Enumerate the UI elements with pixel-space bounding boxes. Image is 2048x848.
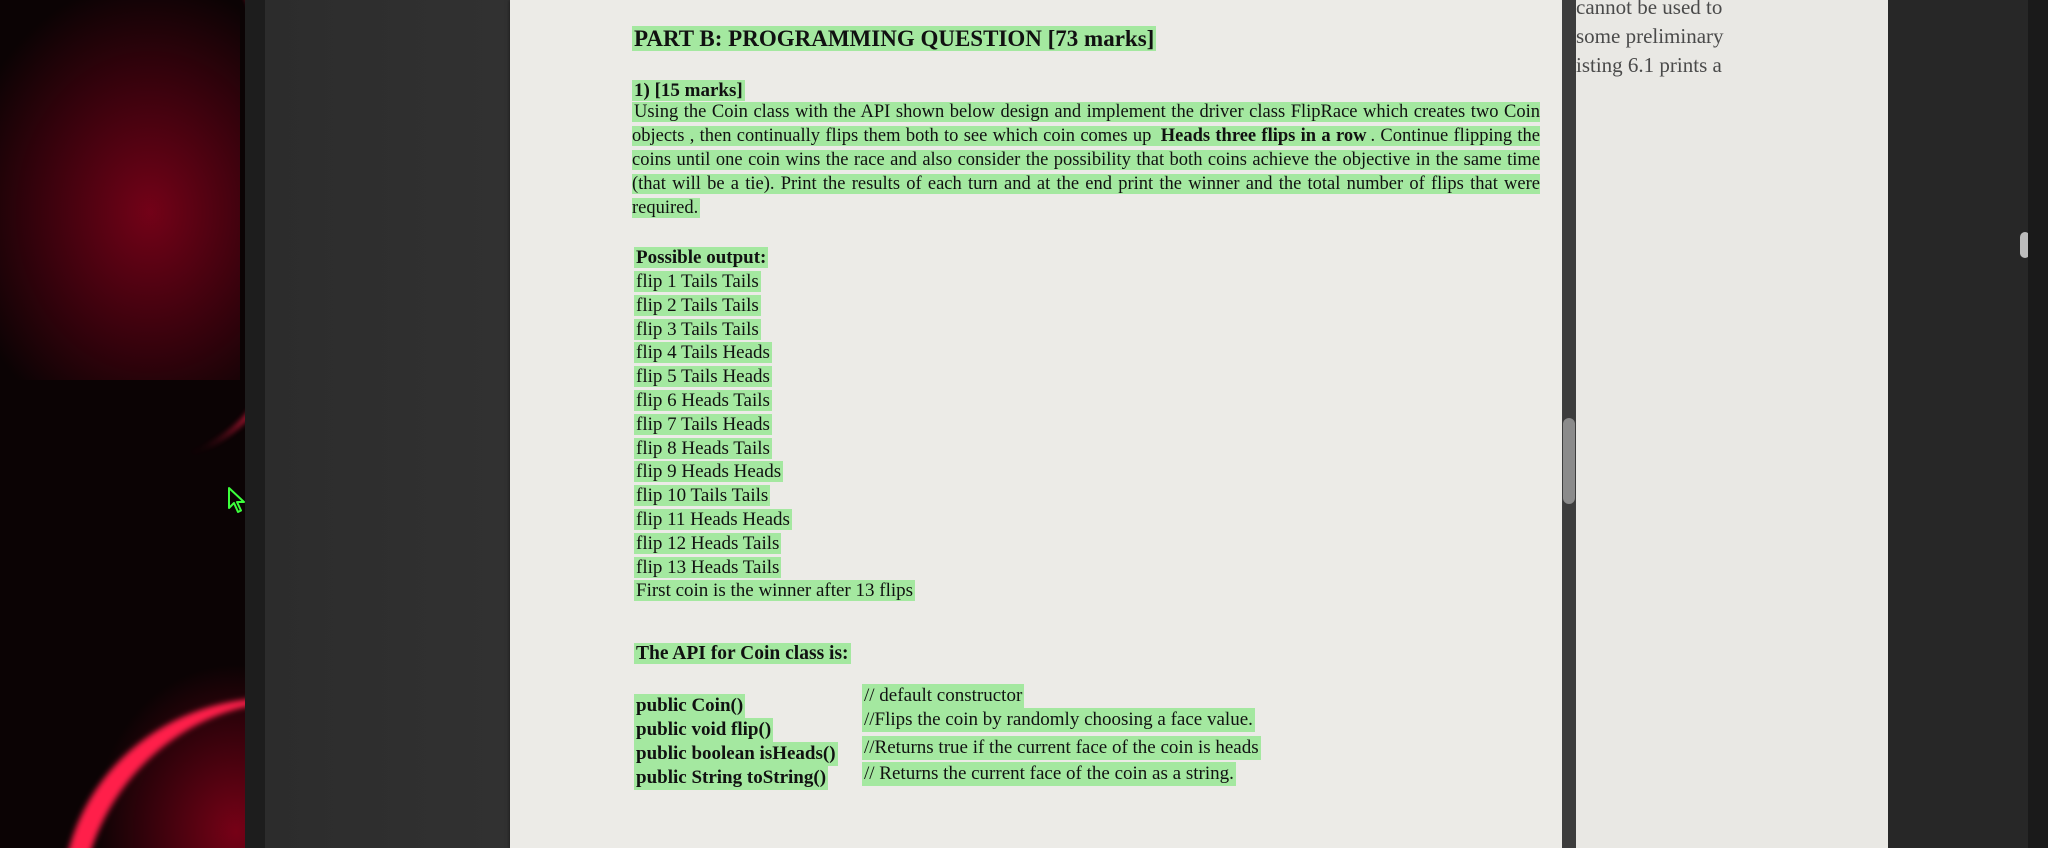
api-comment: //Returns true if the current face of the coin is heads (864, 737, 1259, 758)
window-bezel (245, 0, 265, 848)
viewer-margin (1888, 0, 2028, 848)
output-line: flip 2 Tails Tails (636, 294, 759, 316)
output-line: flip 8 Heads Tails (636, 437, 770, 459)
document-page (510, 0, 1562, 848)
scrollbar-thumb[interactable] (1563, 418, 1575, 504)
api-title: The API for Coin class is: (636, 643, 849, 664)
output-line: flip 12 Heads Tails (636, 532, 780, 554)
api-comment: // Returns the current face of the coin as a string. (864, 763, 1234, 784)
output-line: flip 7 Tails Heads (636, 413, 770, 435)
api-comment: //Flips the coin by randomly choosing a face value. (864, 709, 1253, 730)
adjacent-text-line: isting 6.1 prints a (1576, 53, 1722, 77)
output-line-winner: First coin is the winner after 13 flips (636, 580, 914, 602)
output-line: flip 9 Heads Heads (636, 461, 782, 483)
output-line: flip 4 Tails Heads (636, 342, 770, 364)
section-heading: PART B: PROGRAMMING QUESTION [73 marks] (634, 26, 1155, 51)
question-number: 1) [15 marks] (634, 80, 743, 101)
screen-edge (2028, 0, 2048, 848)
wallpaper-light-band (0, 0, 245, 522)
adjacent-text-line: some preliminary (1576, 24, 1724, 48)
question-body (632, 100, 1540, 220)
output-line: flip 6 Heads Tails (636, 389, 770, 411)
output-line: flip 1 Tails Tails (636, 271, 759, 292)
question-text-part1: Using the Coin class with the API shown below design and implement the driver class FlipRace which creates two Coin objects , then continually flips them both to see which coin comes up (632, 102, 1540, 146)
adjacent-page (1576, 0, 1888, 848)
api-comment: // default constructor (864, 685, 1023, 706)
output-title: Possible output: (636, 247, 767, 268)
adjacent-text-line: cannot be used to (1576, 0, 1723, 19)
output-line: flip 5 Tails Heads (636, 366, 770, 388)
api-signature: public String toString() (636, 767, 827, 788)
api-signature: public Coin() (636, 695, 744, 716)
output-line: flip 13 Heads Tails (636, 556, 780, 578)
question-text-part2: . Continue flipping the coins until one coin wins the race and also consider the possibility that both coins achieve the objective in the same time (that will be a tie). Print the results of each turn and at the end print the winner and the total number of flips that were required. (632, 126, 1541, 218)
api-signature: public void flip() (636, 719, 772, 740)
output-line: flip 3 Tails Tails (636, 318, 759, 340)
adjacent-page-text (1576, 0, 1724, 80)
output-lines (634, 270, 915, 603)
desktop-wallpaper (0, 0, 245, 848)
mouse-pointer-icon (226, 486, 250, 514)
api-signature: public boolean isHeads() (636, 743, 836, 764)
output-line: flip 11 Heads Heads (636, 508, 790, 530)
output-line: flip 10 Tails Tails (636, 485, 769, 507)
question-text-bold: Heads three flips in a row (1160, 126, 1367, 146)
